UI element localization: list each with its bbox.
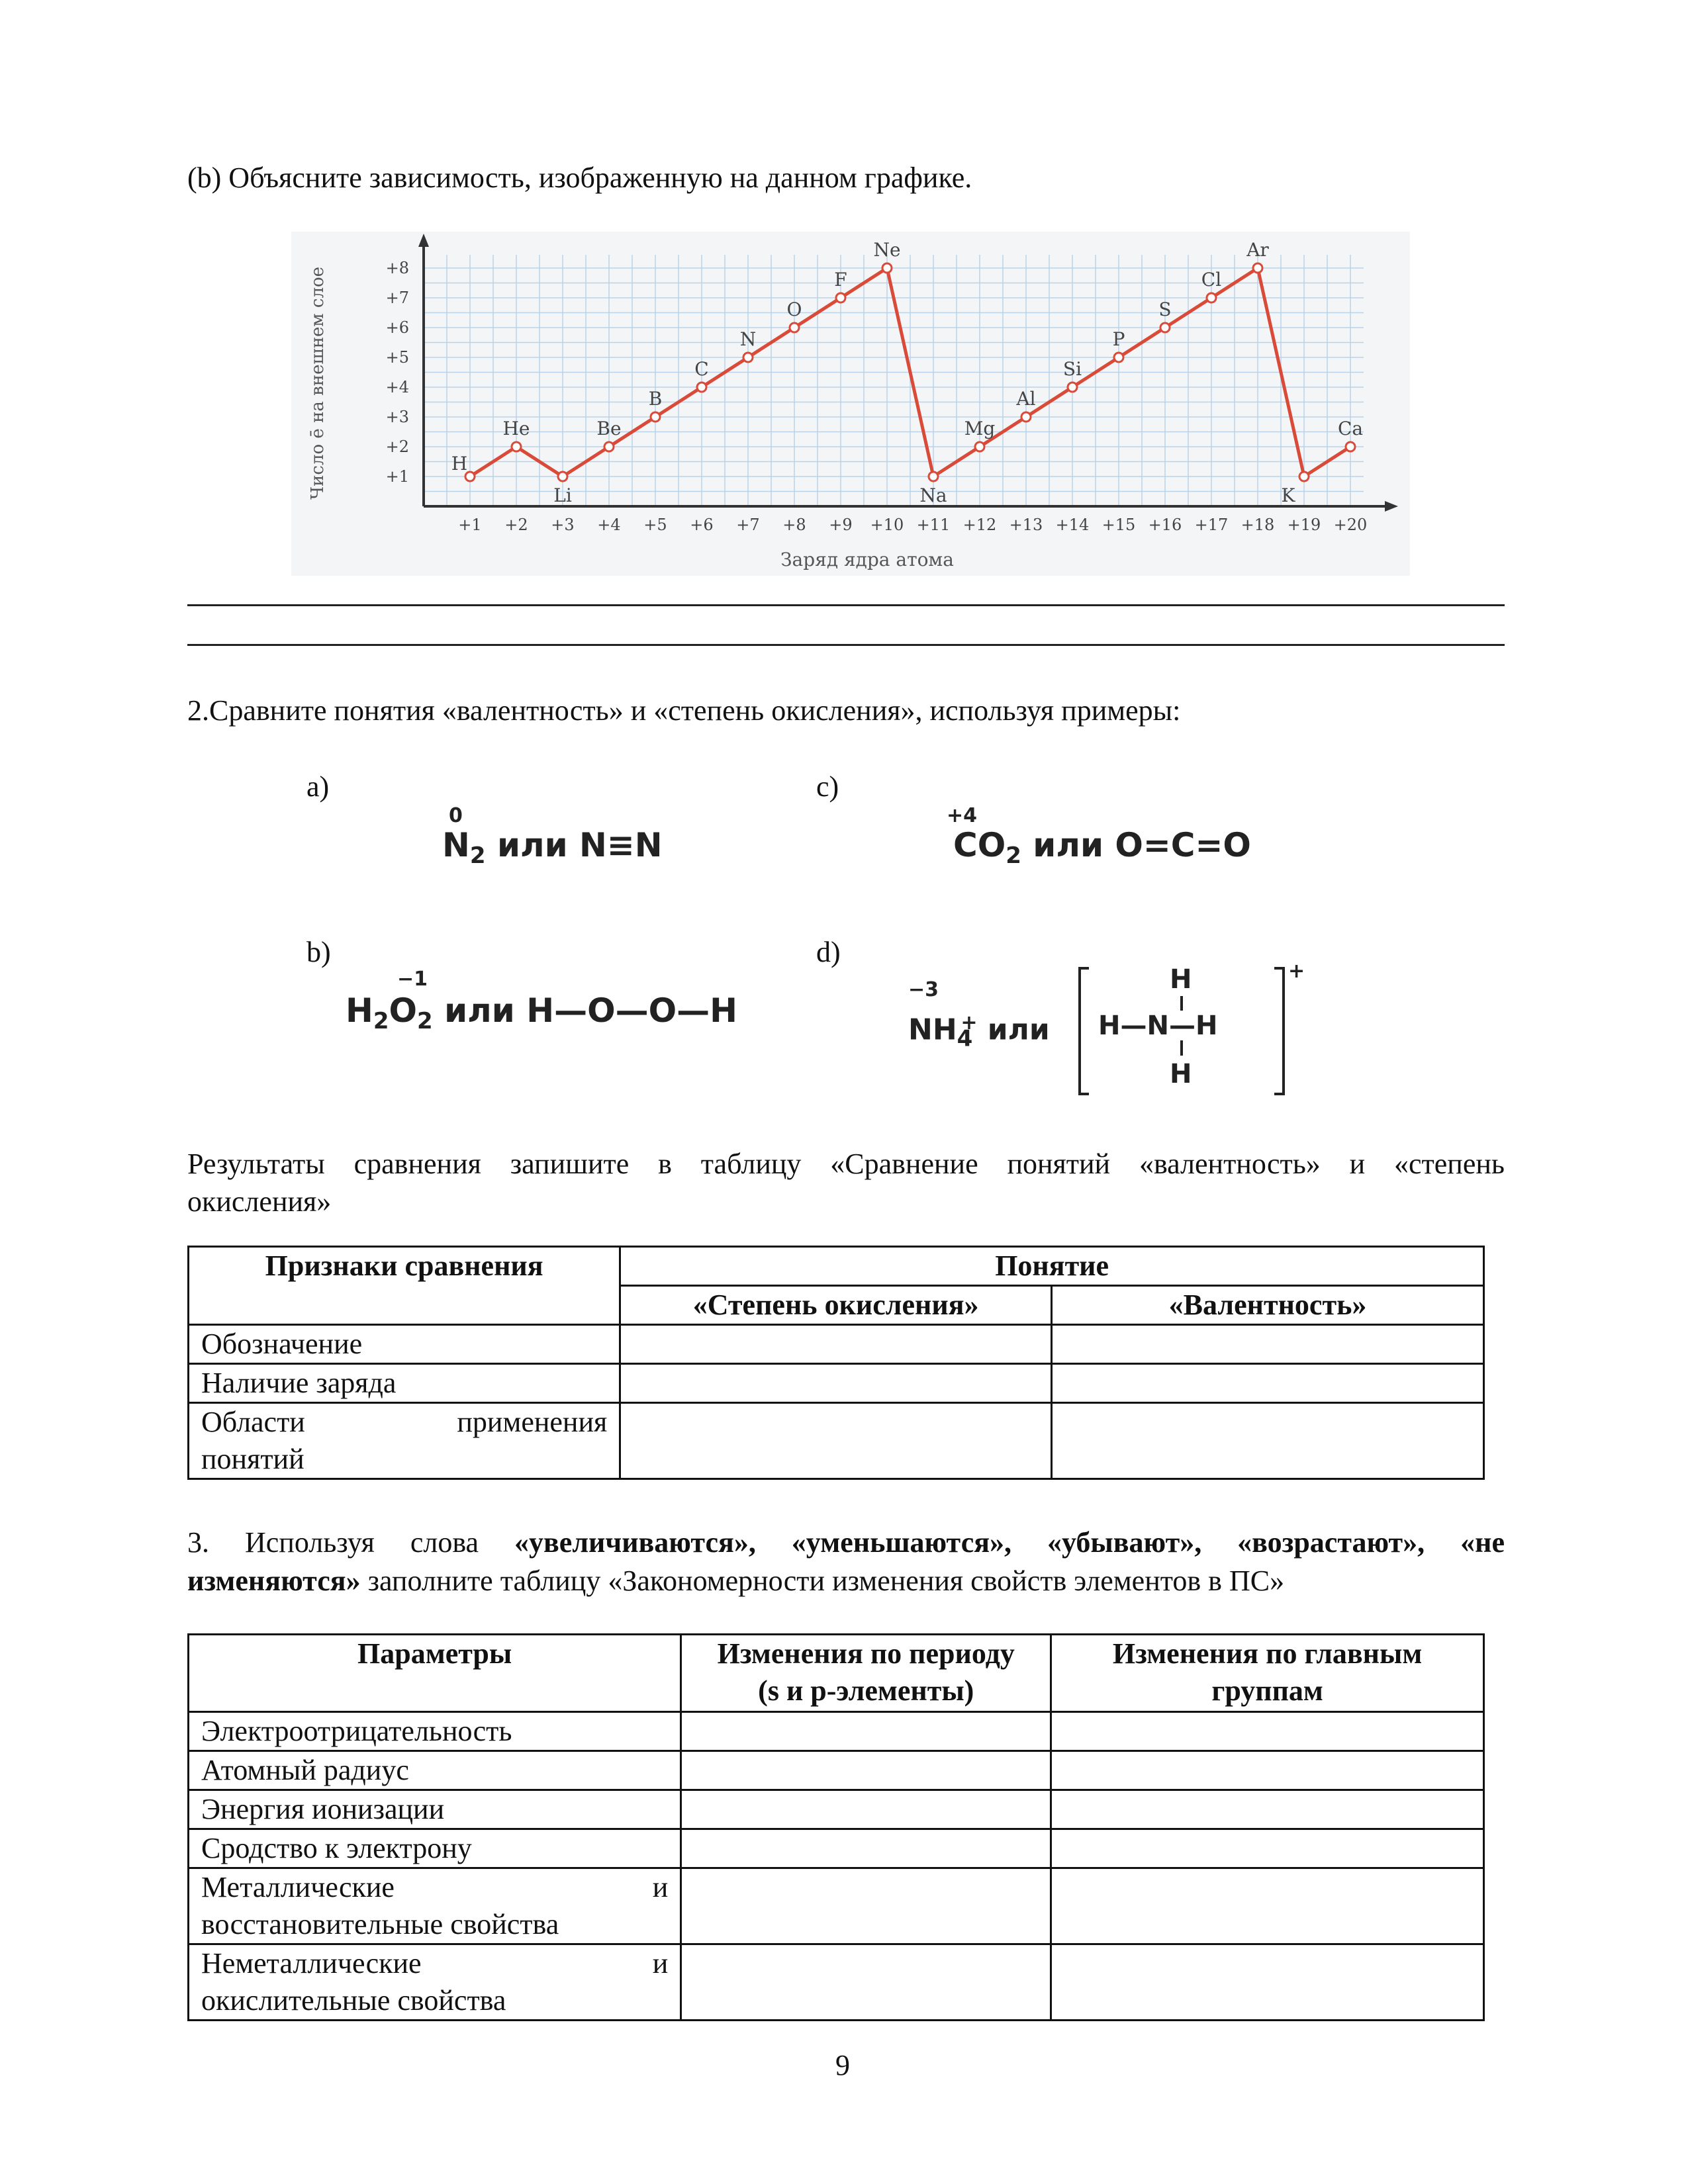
point-label: Li: [553, 484, 572, 506]
x-tick-label: +8: [782, 516, 806, 534]
q2-prompt: 2.Сравните понятия «валентность» и «степень окисления», используя примеры:: [187, 694, 1181, 727]
row-label-electron-affinity: Сродство к электрону: [189, 1829, 681, 1868]
ox-state-nh4: −3: [908, 978, 939, 1001]
point-label: Mg: [964, 418, 996, 439]
nh4-charge: +: [1288, 960, 1305, 983]
x-tick-label: +14: [1055, 516, 1090, 534]
header-period-changes: Изменения по периоду (s и p-элементы): [681, 1635, 1051, 1712]
nh4-top-h: H: [1170, 964, 1192, 995]
y-tick-label: +2: [385, 437, 409, 456]
comparison-table: [187, 1246, 1485, 1480]
answer-line-2[interactable]: [187, 644, 1505, 646]
data-point: [1021, 412, 1031, 422]
row-label-electronegativity: Электроотрицательность: [189, 1712, 681, 1751]
row-label-charge: Наличие заряда: [189, 1364, 620, 1403]
ox-state-co2: +4: [947, 804, 978, 827]
cell-metallic-group[interactable]: [1051, 1868, 1484, 1944]
x-tick-label: +1: [458, 516, 482, 534]
example-a-label: a): [306, 770, 330, 803]
cell-nonmetallic-period[interactable]: [681, 1944, 1051, 2021]
data-point: [790, 323, 799, 332]
data-point: [651, 412, 660, 422]
point-label: S: [1158, 298, 1172, 320]
cell-atomic-radius-group[interactable]: [1051, 1751, 1484, 1790]
y-tick-label: +3: [385, 408, 409, 426]
q1b-prompt: (b) Объясните зависимость, изображенную на данном графике.: [187, 161, 972, 194]
header-criteria: Признаки сравнения: [189, 1247, 620, 1325]
data-point: [975, 442, 984, 451]
data-point: [697, 383, 706, 392]
cell-charge-ox[interactable]: [620, 1364, 1052, 1403]
x-tick-label: +7: [736, 516, 760, 534]
example-b-label: b): [306, 936, 331, 968]
results-instruction-line1: Результаты сравнения запишите в таблицу «Сравнение понятий «валентность» и «степень: [187, 1148, 1505, 1180]
point-label: Ne: [873, 239, 901, 261]
point-label: Cl: [1201, 269, 1222, 291]
x-tick-label: +16: [1148, 516, 1182, 534]
data-point: [836, 293, 845, 302]
data-point: [743, 353, 753, 362]
point-label: F: [834, 269, 847, 291]
ox-state-n2: 0: [449, 804, 463, 827]
cell-metallic-period[interactable]: [681, 1868, 1051, 1944]
y-tick-label: +5: [385, 348, 409, 367]
x-tick-label: +4: [597, 516, 621, 534]
x-tick-label: +6: [690, 516, 714, 534]
point-label: N: [739, 328, 757, 350]
point-label: K: [1281, 484, 1295, 506]
data-point: [1207, 293, 1216, 302]
header-valence: «Валентность»: [1052, 1286, 1484, 1325]
cell-designation-val[interactable]: [1052, 1325, 1484, 1364]
x-tick-label: +5: [643, 516, 667, 534]
data-point: [882, 263, 892, 273]
formula-h2o2: $H_2O_2$ или H—O—O—H: [346, 991, 737, 1034]
nh4-middle-row: H—N—H: [1098, 1011, 1218, 1041]
page-number: 9: [835, 2049, 850, 2081]
cell-ionization-energy-group[interactable]: [1051, 1790, 1484, 1829]
point-label: He: [502, 418, 530, 439]
header-oxidation-state: «Степень окисления»: [620, 1286, 1052, 1325]
data-point: [558, 472, 567, 481]
formula-n2: $N_2$ или N≡N: [442, 826, 663, 869]
valence-electrons-chart: [291, 232, 1410, 576]
x-tick-label: +9: [829, 516, 853, 534]
formula-co2: $CO_2$ или O=C=O: [953, 826, 1251, 869]
x-tick-label: +17: [1194, 516, 1229, 534]
chart-y-axis-label: Число ē на внешнем слое: [308, 266, 328, 500]
point-label: B: [648, 388, 663, 410]
data-point: [1114, 353, 1123, 362]
cell-nonmetallic-group[interactable]: [1051, 1944, 1484, 2021]
data-point: [1299, 472, 1309, 481]
row-label-ionization-energy: Энергия ионизации: [189, 1790, 681, 1829]
cell-atomic-radius-period[interactable]: [681, 1751, 1051, 1790]
x-tick-label: +18: [1241, 516, 1275, 534]
point-label: Al: [1016, 388, 1036, 410]
cell-electronegativity-period[interactable]: [681, 1712, 1051, 1751]
header-concept: Понятие: [620, 1247, 1484, 1286]
nh4-bottom-h: H: [1170, 1059, 1192, 1089]
point-label: H: [451, 453, 468, 475]
point-label: Si: [1062, 358, 1082, 380]
x-tick-label: +15: [1102, 516, 1136, 534]
row-label-nonmetallic-properties: Неметаллические и окислительные свойства: [189, 1944, 681, 2021]
row-label-application: Области применения понятий: [189, 1403, 620, 1479]
cell-ionization-energy-period[interactable]: [681, 1790, 1051, 1829]
header-group-changes: Изменения по главным группам: [1051, 1635, 1484, 1712]
data-point: [1068, 383, 1077, 392]
x-tick-label: +10: [870, 516, 904, 534]
data-point: [1346, 442, 1355, 451]
point-label: P: [1112, 328, 1125, 350]
cell-charge-val[interactable]: [1052, 1364, 1484, 1403]
row-label-atomic-radius: Атомный радиус: [189, 1751, 681, 1790]
y-tick-label: +7: [385, 289, 409, 307]
data-point: [604, 442, 614, 451]
point-label: Ar: [1246, 239, 1269, 261]
point-label: O: [786, 298, 802, 320]
results-instruction-line2: окисления»: [187, 1185, 332, 1218]
q3-prompt-line1: 3. Используя слова «увеличиваются», «уменьшаются», «убывают», «возрастают», «не: [187, 1526, 1505, 1559]
y-tick-label: +1: [385, 467, 409, 486]
formula-nh4: $NH_4^+$ или: [908, 1011, 1050, 1052]
row-label-designation: Обозначение: [189, 1325, 620, 1364]
cell-electronegativity-group[interactable]: [1051, 1712, 1484, 1751]
example-d-label: d): [816, 936, 841, 968]
x-tick-label: +11: [916, 516, 951, 534]
header-parameters: Параметры: [189, 1635, 681, 1712]
ox-state-h2o2: −1: [397, 968, 428, 991]
point-label: C: [694, 358, 709, 380]
answer-line-1[interactable]: [187, 604, 1505, 606]
x-tick-label: +13: [1009, 516, 1043, 534]
cell-electron-affinity-period[interactable]: [681, 1829, 1051, 1868]
data-point: [1160, 323, 1170, 332]
cell-application-val[interactable]: [1052, 1403, 1484, 1479]
x-tick-label: +3: [551, 516, 575, 534]
row-label-metallic-properties: Металлические и восстановительные свойства: [189, 1868, 681, 1944]
chart-x-axis-label: Заряд ядра атома: [780, 549, 954, 570]
point-label: Ca: [1337, 418, 1364, 439]
q3-prompt-line2: изменяются» заполните таблицу «Закономерности изменения свойств элементов в ПС»: [187, 1565, 1285, 1597]
y-tick-label: +6: [385, 318, 409, 337]
data-point: [1253, 263, 1262, 273]
x-tick-label: +20: [1333, 516, 1368, 534]
x-tick-label: +19: [1287, 516, 1321, 534]
example-c-label: c): [816, 770, 839, 803]
point-label: Be: [596, 418, 622, 439]
point-label: Na: [919, 484, 947, 506]
y-tick-label: +8: [385, 259, 409, 277]
data-point: [929, 472, 938, 481]
y-tick-label: +4: [385, 378, 409, 396]
cell-electron-affinity-group[interactable]: [1051, 1829, 1484, 1868]
data-point: [512, 442, 521, 451]
cell-application-ox[interactable]: [620, 1403, 1052, 1479]
cell-designation-ox[interactable]: [620, 1325, 1052, 1364]
trends-table: [187, 1633, 1485, 2021]
x-tick-label: +12: [962, 516, 997, 534]
x-tick-label: +2: [504, 516, 528, 534]
